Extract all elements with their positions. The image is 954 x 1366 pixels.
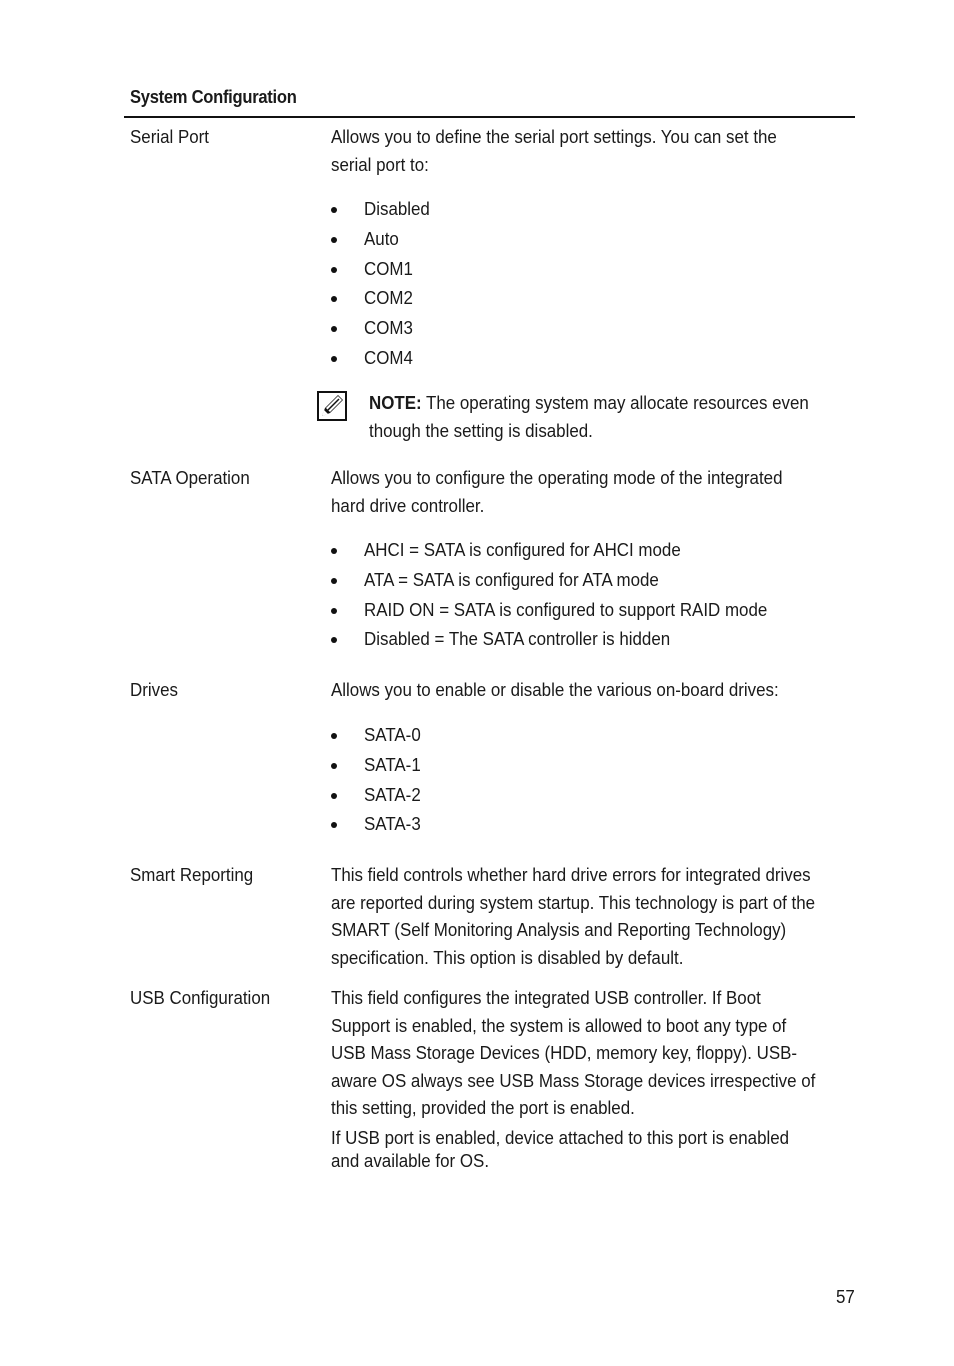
- page-number: 57: [836, 1287, 855, 1307]
- list-item: COM1: [331, 255, 434, 285]
- pencil-note-icon: [317, 391, 347, 421]
- list-item: SATA-3: [331, 810, 424, 840]
- bullet-icon: [331, 733, 337, 739]
- list-item: SATA-0: [331, 721, 424, 751]
- list-item: RAID ON = SATA is configured to support RAID mode: [331, 596, 793, 626]
- list-item: COM2: [331, 284, 434, 314]
- row-label-smart-reporting: Smart Reporting: [130, 865, 254, 885]
- bullet-icon: [331, 608, 337, 614]
- row-label-serial-port: Serial Port: [130, 127, 210, 147]
- sata-operation-options: [331, 536, 793, 655]
- list-item: Disabled = The SATA controller is hidden: [331, 625, 793, 655]
- bullet-icon: [331, 237, 337, 243]
- bullet-icon: [331, 763, 337, 769]
- section-title: System Configuration: [130, 87, 297, 107]
- row-desc-serial-port: Allows you to define the serial port settings. You can set the serial port to:: [331, 127, 777, 175]
- list-item: SATA-1: [331, 751, 424, 781]
- bullet-icon: [331, 822, 337, 828]
- bullet-icon: [331, 578, 337, 584]
- bullet-icon: [331, 267, 337, 273]
- note-label: NOTE:: [369, 393, 422, 413]
- serial-port-note: [369, 389, 822, 445]
- row-label-sata-operation: SATA Operation: [130, 468, 250, 488]
- drives-options: [331, 721, 424, 840]
- row-desc-drives: Allows you to enable or disable the various on-board drives:: [331, 680, 779, 700]
- row-label-usb-configuration: USB Configuration: [130, 988, 271, 1008]
- bullet-icon: [331, 207, 337, 213]
- row-desc-usb-configuration-2: If USB port is enabled, device attached to this port is enabled and available for OS.: [331, 1128, 790, 1171]
- header-rule: [124, 116, 855, 118]
- bullet-icon: [331, 326, 337, 332]
- row-desc-sata-operation: Allows you to configure the operating mode of the integrated hard drive controller.: [331, 468, 783, 516]
- list-item: ATA = SATA is configured for ATA mode: [331, 566, 793, 596]
- bullet-icon: [331, 548, 337, 554]
- list-item: COM3: [331, 314, 434, 344]
- bullet-icon: [331, 637, 337, 643]
- row-desc-usb-configuration: This field configures the integrated USB controller. If Boot Support is enabled, the system is allowed to boot any type of USB Mass Storage Devices (HDD, memory key, floppy). USB-aware OS always see USB Mass Storage devices irrespective of this setting, provided the port is enabled.: [331, 988, 816, 1118]
- note-text: The operating system may allocate resources even though the setting is disabled.: [369, 393, 809, 441]
- list-item: COM4: [331, 344, 434, 374]
- bullet-icon: [331, 793, 337, 799]
- list-item: SATA-2: [331, 781, 424, 811]
- bullet-icon: [331, 356, 337, 362]
- bullet-icon: [331, 296, 337, 302]
- row-label-drives: Drives: [130, 680, 178, 700]
- list-item: Auto: [331, 225, 434, 255]
- row-desc-smart-reporting: This field controls whether hard drive errors for integrated drives are reported during system startup. This technology is part of the SMART (Self Monitoring Analysis and Reporting Technology) specification. This option is disabled by default.: [331, 865, 816, 968]
- serial-port-options: [331, 195, 434, 374]
- list-item: AHCI = SATA is configured for AHCI mode: [331, 536, 793, 566]
- list-item: Disabled: [331, 195, 434, 225]
